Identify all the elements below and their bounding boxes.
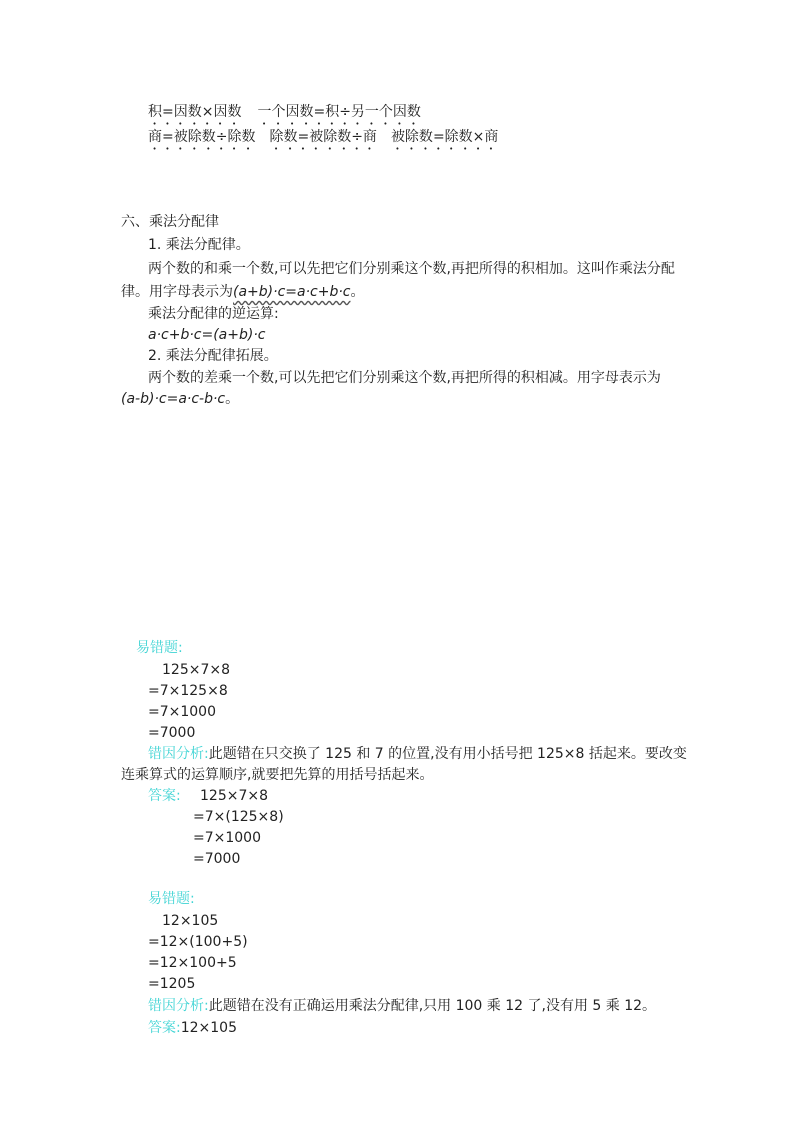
mistake1-answer-line: =7×1000 (193, 830, 261, 846)
formula-dividend: =除数×商 (432, 129, 499, 145)
mistake1-label: 易错题: (136, 640, 183, 656)
mistake2-line: 12×105 (162, 913, 219, 929)
mistake2-answer (148, 1018, 237, 1038)
item2-paragraph-end: 。 (225, 391, 240, 407)
item2-title: 2. 乘法分配律拓展。 (148, 348, 278, 364)
item1-paragraph-end: 。 (350, 284, 365, 300)
term-divisor: 除数 (269, 129, 298, 145)
mistake1-answer-line: =7×(125×8) (193, 809, 284, 825)
mistake2-answer-label: 答案: (148, 1020, 181, 1036)
item1-paragraph-line2 (121, 282, 365, 302)
mistake2-line: =12×100+5 (148, 955, 237, 971)
item1-paragraph-line1: 两个数的和乘一个数,可以先把它们分别乘这个数,再把所得的积相加。这叫作乘法分配 (148, 261, 675, 277)
mistake2-line: =1205 (148, 976, 196, 992)
mistake2-reason-text: 此题错在没有正确运用乘法分配律,只用 100 乘 12 了,没有用 5 乘 12。 (208, 998, 657, 1014)
mistake1-line: =7×1000 (148, 704, 216, 720)
formula-line-product (148, 102, 421, 128)
mistake2-label: 易错题: (148, 891, 195, 907)
mistake2-reason-line (148, 996, 656, 1016)
item1-paragraph-text: 律。用字母表示为 (121, 284, 233, 300)
item1-title: 1. 乘法分配律。 (148, 237, 250, 253)
section-heading: 六、乘法分配律 (121, 214, 219, 230)
mistake1-line: =7000 (148, 725, 196, 741)
mistake2-line: =12×(100+5) (148, 934, 248, 950)
term-one-factor: 一个因数 (257, 104, 314, 120)
inverse-formula: a·c+b·c=(a+b)·c (148, 327, 266, 343)
mistake1-reason-label: 错因分析: (148, 746, 209, 762)
distributive-formula: (a+b)·c=a·c+b·c (233, 284, 351, 300)
item2-paragraph-line1: 两个数的差乘一个数,可以先把它们分别乘这个数,再把所得的积相减。用字母表示为 (148, 370, 661, 386)
mistake1-line: =7×125×8 (148, 683, 228, 699)
mistake1-reason-line2: 连乘算式的运算顺序,就要把先算的用括号括起来。 (121, 767, 434, 783)
inverse-title: 乘法分配律的逆运算: (148, 306, 279, 322)
subtraction-formula: (a-b)·c=a·c-b·c (121, 391, 226, 407)
term-dividend: 被除数 (390, 129, 433, 145)
formula-factor: =积÷另一个因数 (313, 104, 421, 120)
formula-line-quotient (148, 127, 498, 153)
formula-product: =因数×因数 (162, 104, 242, 120)
mistake1-line: 125×7×8 (162, 662, 230, 678)
item2-paragraph-line2 (121, 389, 239, 409)
mistake1-answer-label: 答案: (148, 788, 181, 804)
mistake1-answer-line: =7000 (193, 851, 241, 867)
mistake2-reason-label: 错因分析: (148, 998, 209, 1014)
mistake1-answer-line: 125×7×8 (200, 788, 268, 804)
mistake1-reason-line1 (148, 744, 687, 764)
formula-divisor: =被除数÷商 (297, 129, 377, 145)
formula-quotient: =被除数÷除数 (162, 129, 256, 145)
mistake2-answer-line: 12×105 (180, 1020, 237, 1036)
term-quotient: 商 (148, 129, 162, 145)
term-product: 积 (148, 104, 162, 120)
mistake1-reason-text: 此题错在只交换了 125 和 7 的位置,没有用小括号把 125×8 括起来。要改变 (208, 746, 687, 762)
